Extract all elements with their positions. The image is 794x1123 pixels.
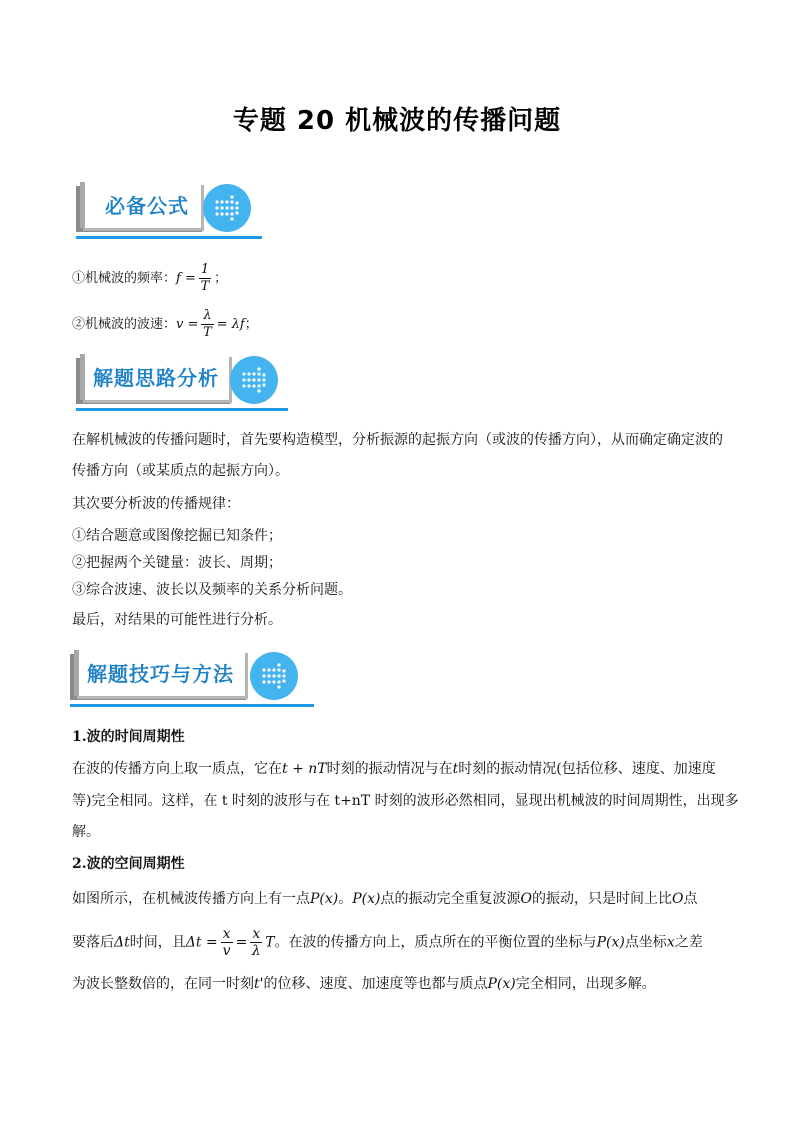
math-run: t + nT — [282, 761, 327, 777]
fraction — [199, 262, 211, 295]
math-run: P(x) — [596, 934, 625, 951]
subheading: 1.波的时间周期性 — [72, 729, 185, 745]
math-run: O — [520, 891, 532, 907]
math-run: Δt — [114, 934, 130, 951]
math-run: Δt = — [185, 934, 218, 951]
text-run: 。 — [338, 891, 353, 907]
section-heading: 必备公式 — [105, 194, 189, 218]
math-run: t — [452, 761, 459, 777]
formula-frequency — [72, 262, 732, 295]
paragraph-line: 在解机械波的传播问题时，首先要构造模型，分析振源的起振方向（或波的传播方向），从而确定确定波的 — [72, 432, 723, 448]
math-run: t' — [254, 976, 264, 992]
banner-rule — [76, 236, 262, 239]
fraction-numerator: λ — [203, 308, 212, 323]
text-run: 之差 — [674, 934, 703, 951]
fraction-denominator: T — [203, 325, 212, 340]
banner-rule — [70, 704, 314, 707]
paragraph-line: 传播方向（或某质点的起振方向）。 — [72, 463, 289, 479]
dotted-arrow-icon — [203, 184, 251, 232]
section-banner-approach — [76, 354, 290, 418]
fraction — [221, 926, 233, 959]
formula-label: ①机械波的频率： — [72, 271, 177, 286]
math-run: x — [666, 934, 675, 951]
formula-lhs: v = — [176, 317, 199, 332]
list-item: ③综合波速、波长以及频率的关系分析问题。 — [72, 582, 352, 598]
paragraph-line: 等)完全相同。这样，在 t 时刻的波形与在 t+nT 时刻的波形必然相同，显现出机械波的时间周期性，出现多 — [72, 793, 739, 809]
math-run: P(x) — [352, 891, 381, 907]
paragraph-line — [72, 759, 732, 779]
dotted-arrow-icon — [230, 356, 278, 404]
formula-suffix: ； — [214, 271, 228, 286]
formula-rhs: = λf — [216, 317, 245, 332]
list-item: ②把握两个关键量：波长、周期； — [72, 555, 282, 571]
fraction — [201, 308, 213, 341]
text-run: 时刻的振动情况与在 — [326, 761, 453, 777]
fraction — [250, 926, 262, 959]
fraction-denominator: T — [200, 279, 210, 294]
banner-box — [80, 354, 229, 400]
text-run: = — [235, 934, 248, 951]
list-item: ①结合题意或图像挖掘已知条件； — [72, 528, 282, 544]
formula-label: ②机械波的波速： — [72, 317, 177, 332]
text-run: 要落后 — [72, 934, 114, 951]
text-run: 的位移、速度、加速度等也都与质点 — [263, 976, 488, 992]
formula-suffix: ； — [244, 317, 258, 332]
section-heading: 解题思路分析 — [93, 366, 219, 390]
text-run: 点 — [683, 891, 698, 907]
text-run: 为波长整数倍的，在同一时刻 — [72, 976, 254, 992]
paragraph-line — [72, 926, 732, 959]
formula-speed — [72, 308, 732, 341]
formula-lhs: f = — [176, 271, 196, 286]
fraction-numerator: x — [222, 926, 231, 942]
section-heading: 解题技巧与方法 — [87, 662, 234, 686]
fraction-denominator: λ — [251, 943, 261, 959]
section-banner-formulas — [76, 182, 266, 246]
section-banner-methods — [70, 650, 316, 714]
text-run: 时间，且 — [129, 934, 186, 951]
math-run: T — [265, 934, 275, 951]
text-run: 点的振动完全重复波源 — [380, 891, 521, 907]
fraction-numerator: x — [252, 926, 261, 942]
text-run: 点坐标 — [624, 934, 667, 951]
math-run: P(x) — [487, 976, 516, 992]
banner-box — [80, 182, 201, 228]
text-run: 如图所示，在机械波传播方向上有一点 — [72, 891, 310, 907]
subheading: 2.波的空间周期性 — [72, 856, 185, 872]
paragraph-line — [72, 974, 732, 994]
dotted-arrow-icon — [250, 652, 298, 700]
math-run: O — [671, 891, 684, 907]
banner-rule — [76, 408, 288, 411]
text-run: 在波的传播方向上取一质点，它在 — [72, 761, 282, 777]
text-run: 完全相同，出现多解。 — [515, 976, 656, 992]
page-title: 专题 20 机械波的传播问题 — [232, 106, 562, 136]
paragraph-line — [72, 889, 732, 909]
text-run: 。在波的传播方向上，质点所在的平衡位置的坐标与 — [274, 934, 597, 951]
paragraph-line: 解。 — [72, 824, 100, 840]
paragraph-line: 最后，对结果的可能性进行分析。 — [72, 612, 282, 628]
fraction-denominator: v — [222, 943, 231, 959]
banner-box — [74, 650, 245, 696]
text-run: 时刻的振动情况(包括位移、速度、加速度 — [458, 761, 716, 777]
text-run: 的振动，只是时间上比 — [531, 891, 672, 907]
fraction-numerator: 1 — [200, 262, 210, 277]
math-run: P(x) — [310, 891, 339, 907]
paragraph-line: 其次要分析波的传播规律： — [72, 496, 240, 512]
